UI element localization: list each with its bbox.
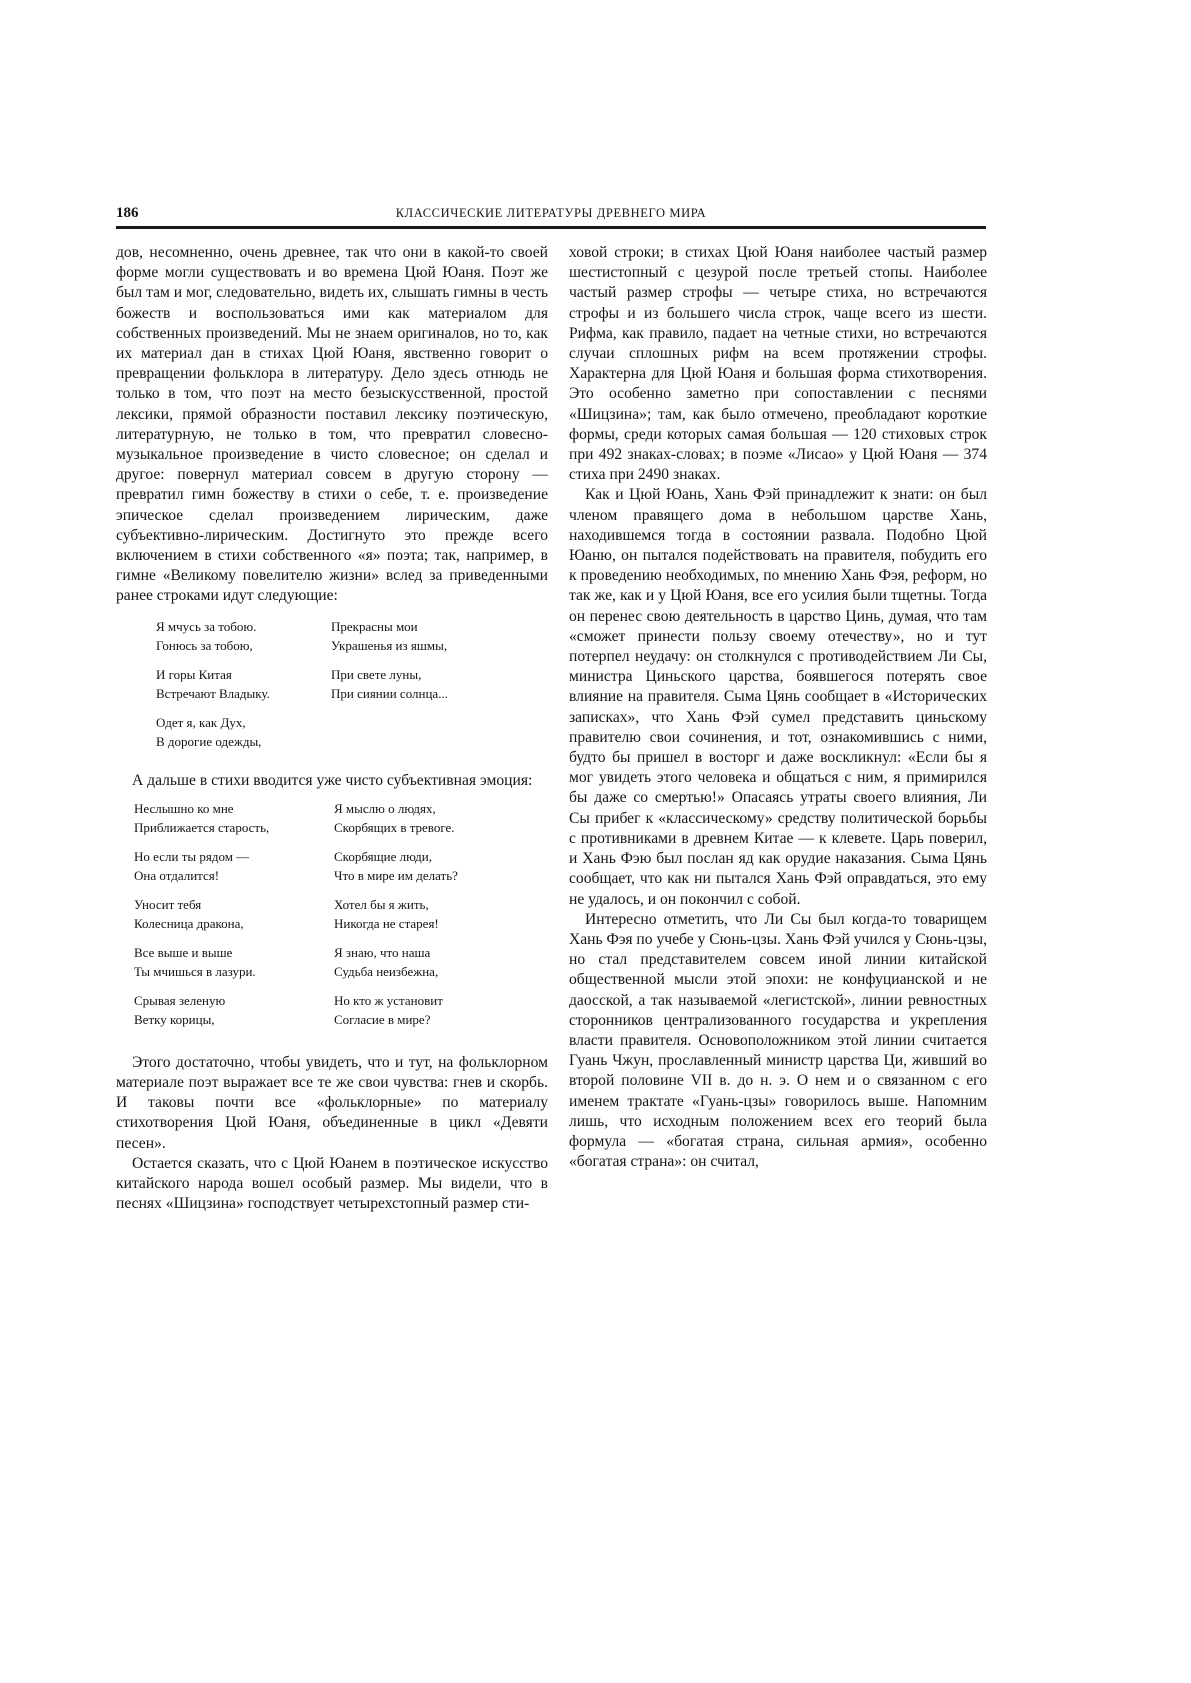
verse-line: При сиянии солнца...	[331, 685, 448, 701]
verse-line: Но кто ж установит	[334, 992, 443, 1008]
verse-line: Срывая зеленую	[134, 992, 226, 1008]
verse-line: Я знаю, что наша	[334, 944, 431, 960]
stanza	[156, 665, 321, 703]
left-column	[116, 243, 548, 1214]
page-number: 186	[116, 205, 139, 221]
verse-column-left	[134, 799, 324, 1039]
verse-line: Встречают Владыку.	[156, 685, 270, 701]
verse-line: Ветку корицы,	[134, 1011, 215, 1027]
verse-line: Ты мчишься в лазури.	[134, 963, 256, 979]
verse-line: Приближается старость,	[134, 819, 270, 835]
stanza	[134, 847, 324, 885]
verse-line: Украшенья из яшмы,	[331, 637, 448, 653]
verse-line: Гонюсь за тобою,	[156, 637, 253, 653]
paragraph: Как и Цюй Юань, Хань Фэй принадлежит к знати: он был членом правящего дома в небольшом царстве Хань, находившемся тогда в состоянии развала. Подобно Цюй Юаню, он пытался подействовать на правителя, побудить его к проведению необходимых, по мнению Хань Фэя, реформ, но так же, как и у Цюй Юаня, все его усилия были тщетны. Тогда он перенес свою деятельность в царство Цинь, думая, что там «сможет принести пользу своему отечеству», но и тут потерпел неудачу: он столкнулся с противодействием Ли Сы, министра Циньского царства, боявшегося потерять свое влияние на правителя. Сыма Цянь сообщает в «Исторических записках», что Хань Фэй сумел представить циньскому правителю свои сочинения, и тот, ознакомившись с ними, будто бы пришел в восторг и даже воскликнул: «Если бы я мог увидеть этого человека и общаться с ним, я примирился бы даже со смертью!» Опасаясь утраты своего влияния, Ли Сы прибег к «классическому» средству политической борьбы с противниками в древнем Китае — к клевете. Царь поверил, и Хань Фэю был послан яд как орудие наказания. Сыма Цянь сообщает, что как ни пытался Хань Фэй оправдаться, это ему не удалось, и он покончил с собой.	[569, 486, 987, 908]
verse-line: Прекрасны мои	[331, 618, 418, 634]
verse-line: Скорбящие люди,	[334, 848, 432, 864]
verse-block-1	[156, 617, 496, 761]
verse-line: Все выше и выше	[134, 944, 233, 960]
verse-line: Неслышно ко мне	[134, 800, 234, 816]
stanza	[156, 617, 321, 655]
page-header	[116, 205, 986, 219]
verse-column-right	[331, 617, 496, 761]
running-title: КЛАССИЧЕСКИЕ ЛИТЕРАТУРЫ ДРЕВНЕГО МИРА	[395, 206, 707, 220]
stanza	[134, 895, 324, 933]
stanza	[334, 991, 524, 1029]
stanza	[134, 943, 324, 981]
paragraph: А дальше в стихи вводится уже чисто субъективная эмоция:	[132, 771, 533, 789]
stanza	[156, 713, 321, 751]
stanza	[334, 895, 524, 933]
stanza	[134, 799, 324, 837]
verse-block-2	[134, 799, 524, 1039]
stanza	[334, 943, 524, 981]
paragraph: дов, несомненно, очень древнее, так что они в какой-то своей форме могли существовать и во времена Цюй Юаня. Поэт же был там и мог, следовательно, видеть их, слышать гимны в честь божеств и воспользоваться ими как материалом для собственных произведений. Мы не знаем оригиналов, но то, как их материал дан в стихах Цюй Юаня, явственно говорит о превращении фольклора в литературу. Дело здесь отнюдь не только в том, что поэт на место безыскусственной, простой лексики, прямой образности поставил лексику поэтическую, литературную, не только в том, что превратил словесно-музыкальное произведение в чисто словесное; он сделал и другое: повернул материал совсем в другую сторону — превратил гимн божеству в стихи о себе, т. е. произведение эпическое сделал произведением лирическим, даже субъективно-лирическим. Достигнуто это прежде всего включением в стихи собственного «я» поэта; так, например, в гимне «Великому повелителю жизни» вслед за приведенными ранее строками идут следующие:	[116, 244, 548, 605]
verse-line: Она отдалится!	[134, 867, 220, 883]
paragraph: Остается сказать, что с Цюй Юанем в поэтическое искусство китайского народа вошел особый размер. Мы видели, что в песнях «Шицзина» господствует четырехстопный размер сти-	[116, 1154, 548, 1213]
verse-line: Согласие в мире?	[334, 1011, 431, 1027]
paragraph: Этого достаточно, чтобы увидеть, что и тут, на фольклорном материале поэт выражает все те же свои чувства: гнев и скорбь. И таковы почти все «фольклорные» по материалу стихотворения Цюй Юаня, объединенные в цикл «Девяти песен».	[116, 1053, 548, 1152]
verse-line: Уносит тебя	[134, 896, 202, 912]
verse-line: И горы Китая	[156, 666, 232, 682]
verse-line: При свете луны,	[331, 666, 422, 682]
verse-line: Никогда не старея!	[334, 915, 439, 931]
verse-line: Судьба неизбежна,	[334, 963, 439, 979]
stanza	[331, 665, 496, 703]
verse-line: Хотел бы я жить,	[334, 896, 429, 912]
verse-line: Но если ты рядом —	[134, 848, 250, 864]
stanza	[331, 617, 496, 655]
verse-line: Скорбящих в тревоге.	[334, 819, 455, 835]
paragraph: Интересно отметить, что Ли Сы был когда-то товарищем Хань Фэя по учебе у Сюнь-цзы. Хань Фэй учился у Сюнь-цзы, но стал представителем совсем иной линии китайской общественной мысли этой эпохи: не конфуцианской и не даосской, а так называемой «легистской», линии ревностных сторонников централизованного государства и укрепления власти правителя. Основоположником этой линии считается Гуань Чжун, прославленный министр царства Ци, живший во второй половине VII в. до н. э. О нем и о связанном с его именем трактате «Гуань-цзы» говорилось выше. Напомним лишь, что исходным положением всех его теорий была формула — «богатая страна, сильная армия», особенно «богатая страна»: он считал,	[569, 910, 987, 1171]
verse-column-left	[156, 617, 321, 761]
right-column	[569, 243, 987, 1172]
stanza	[334, 799, 524, 837]
paragraph: ховой строки; в стихах Цюй Юаня наиболее частый размер шестистопный с цезурой после третьей стопы. Наиболее частый размер строфы — четыре стиха, но встречаются строфы и из большего числа строк, чаще всего из шести. Рифма, как правило, падает на четные стихи, но встречаются случаи сплошных рифм на всем протяжении строфы. Характерна для Цюй Юаня и большая форма стихотворения. Это особенно заметно при сопоставлении с песнями «Шицзина»; там, как было отмечено, преобладают короткие формы, среди которых самая большая — 120 стиховых строк при 492 знаках-словах; в поэме «Лисао» у Цюй Юаня — 374 стиха при 2490 знаках.	[569, 244, 987, 484]
header-rule	[116, 226, 986, 229]
verse-line: В дорогие одежды,	[156, 733, 262, 749]
verse-line: Одет я, как Дух,	[156, 714, 246, 730]
verse-line: Колесница дракона,	[134, 915, 244, 931]
verse-line: Что в мире им делать?	[334, 867, 458, 883]
verse-line: Я мчусь за тобою.	[156, 618, 257, 634]
verse-line: Я мыслю о людях,	[334, 800, 436, 816]
stanza	[134, 991, 324, 1029]
verse-column-right	[334, 799, 524, 1039]
stanza	[334, 847, 524, 885]
